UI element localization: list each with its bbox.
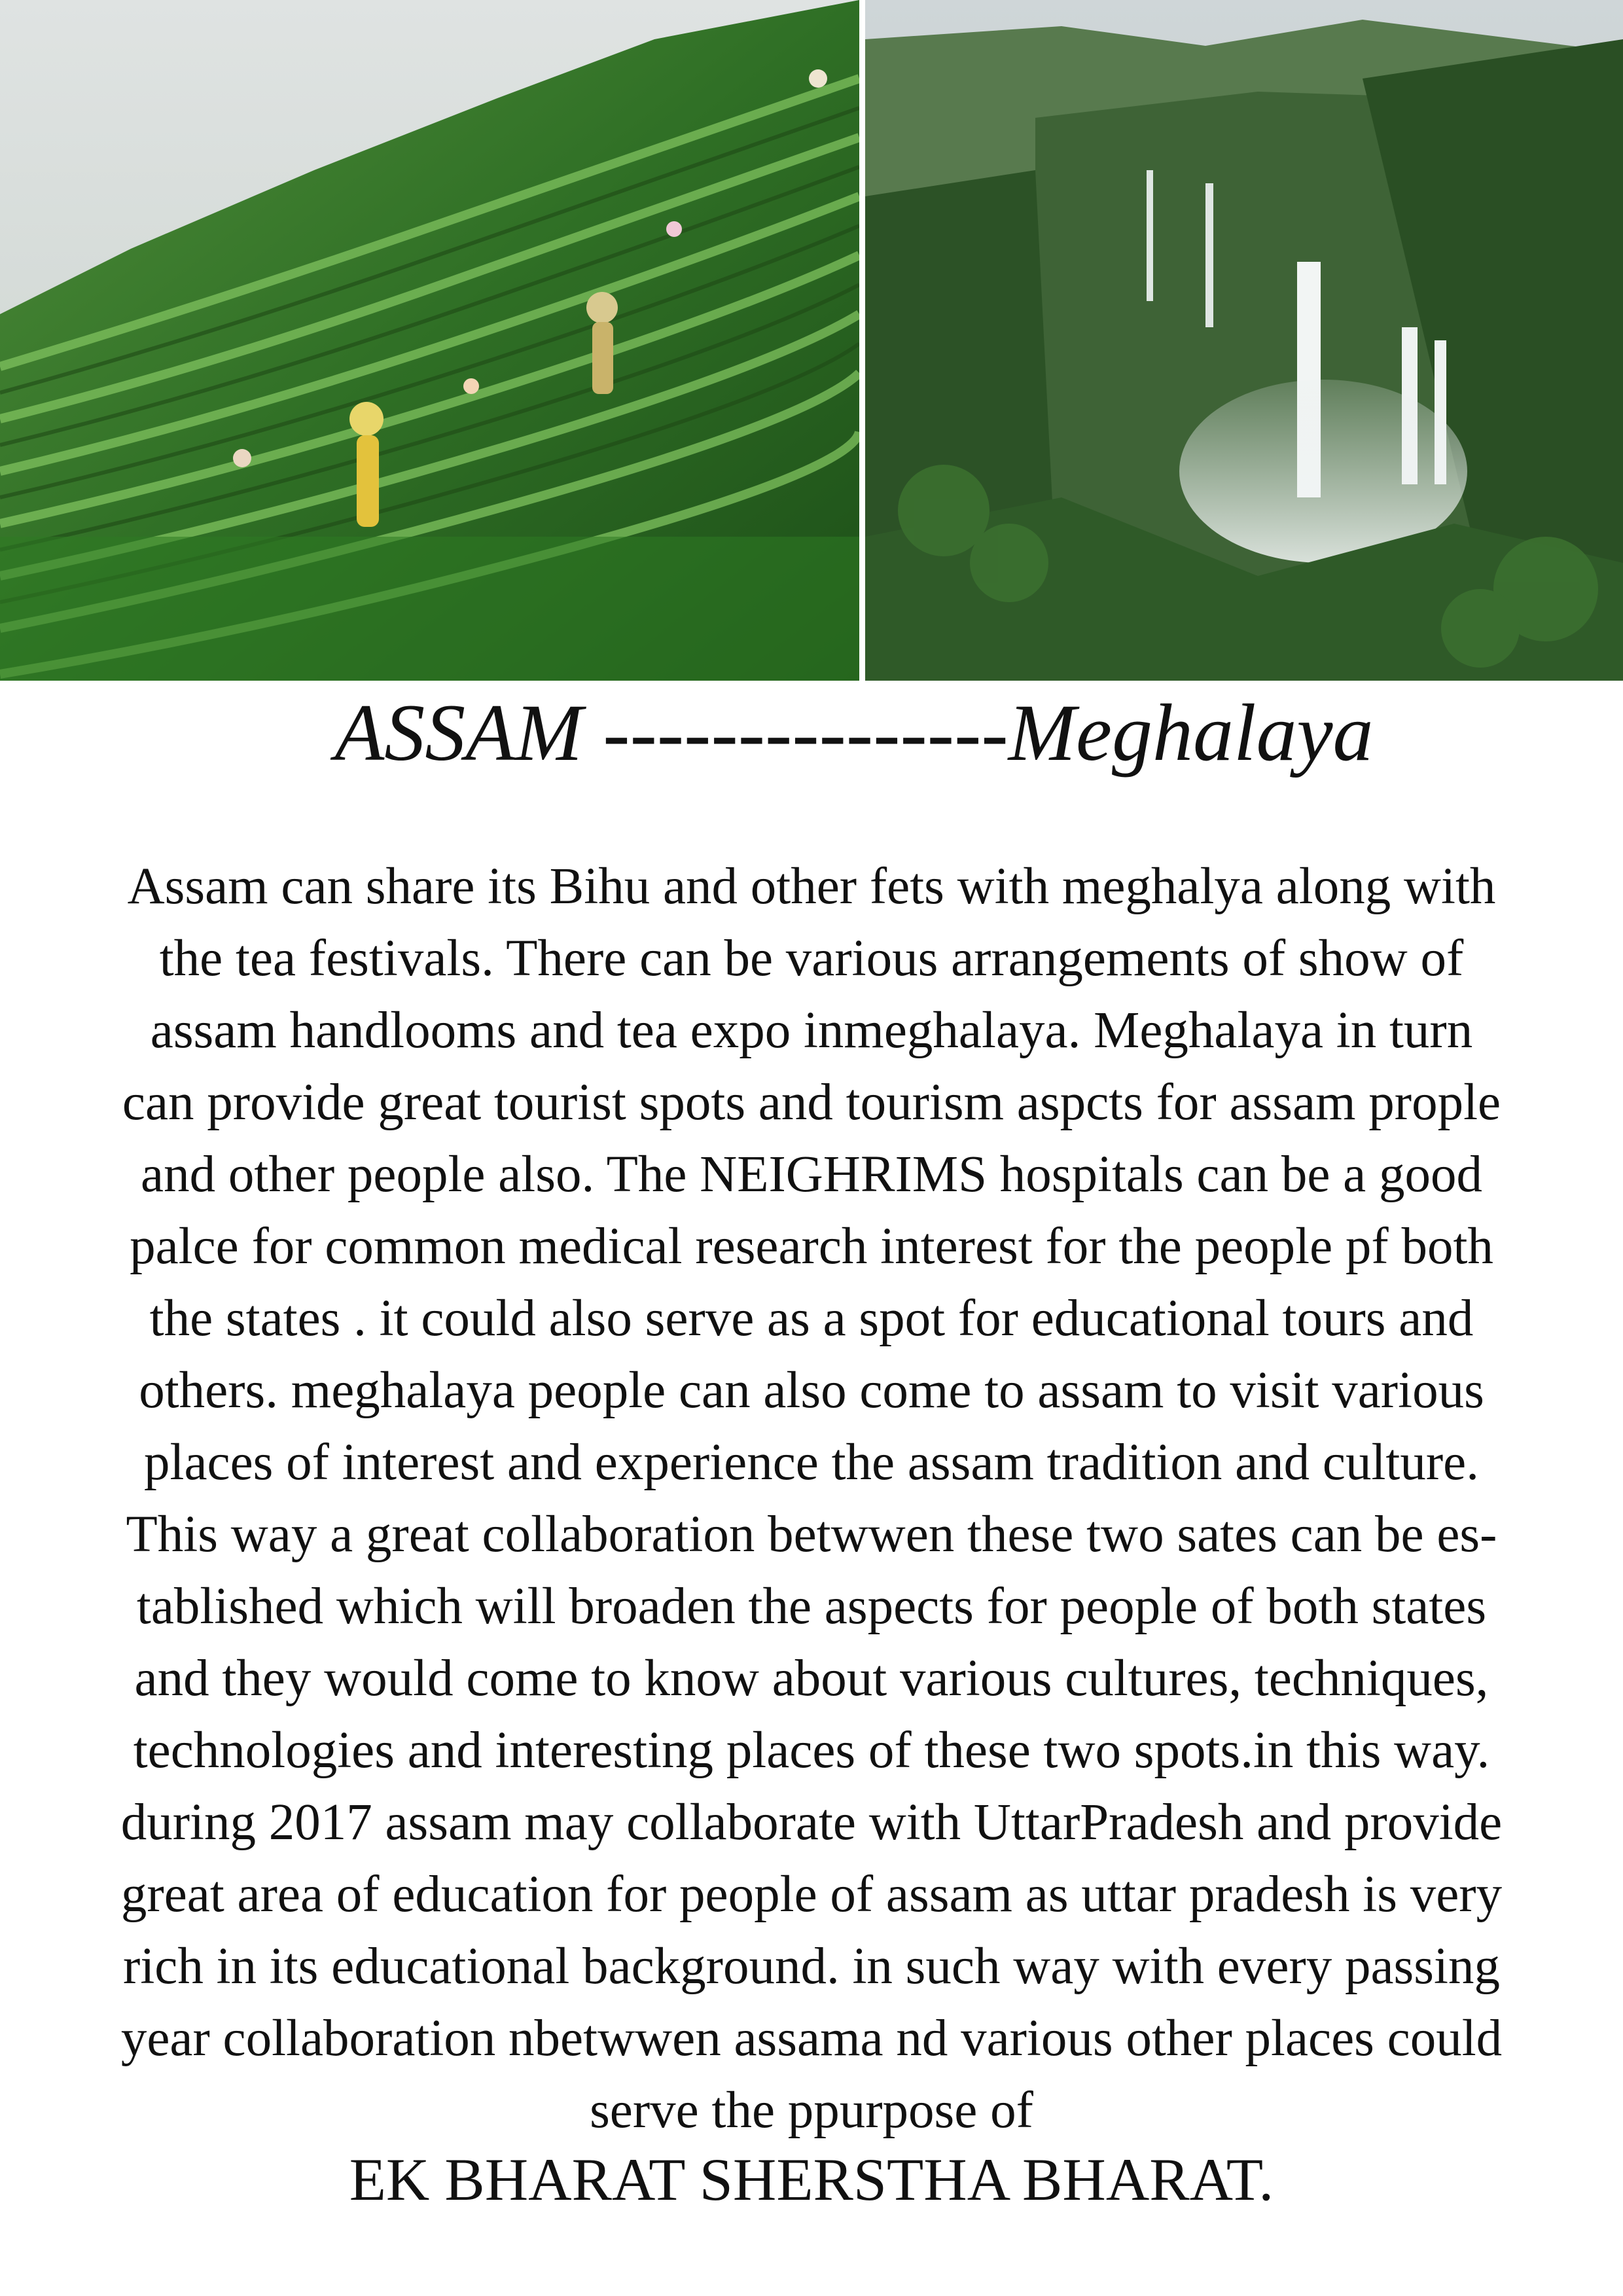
- waterfall-photo: [865, 0, 1623, 681]
- body-line: This way a great collaboration betwwen these two sates can be es-: [126, 1506, 1497, 1563]
- body-line: others. meghalaya people can also come to assam to visit various: [139, 1362, 1484, 1419]
- waterfall-illustration: [865, 0, 1623, 681]
- body-line: rich in its educational background. in such way with every passing: [123, 1938, 1500, 1995]
- body-line: technologies and interesting places of these two spots.in this way.: [133, 1722, 1490, 1779]
- body-line: places of interest and experience the assam tradition and culture.: [144, 1434, 1479, 1491]
- page-heading: ASSAM ---------------Meghalaya: [334, 688, 1374, 778]
- tea-plantation-illustration: [0, 0, 859, 681]
- closing-motto: EK BHARAT SHERSTHA BHARAT.: [349, 2146, 1274, 2213]
- body-line: palce for common medical research interest for the people pf both: [130, 1218, 1493, 1275]
- body-line: serve the ppurpose of: [590, 2082, 1033, 2139]
- body-line: year collaboration nbetwwen assama nd various other places could: [120, 2010, 1503, 2067]
- body-line: assam handlooms and tea expo inmeghalaya. Meghalaya in turn: [150, 1002, 1473, 1059]
- body-line: and other people also. The NEIGHRIMS hospitals can be a good: [141, 1146, 1482, 1203]
- body-line: the tea festivals. There can be various arrangements of show of: [159, 930, 1464, 987]
- body-line: and they would come to know about various cultures, techniques,: [134, 1650, 1489, 1707]
- body-line: tablished which will broaden the aspects for people of both states: [136, 1578, 1487, 1635]
- body-line: can provide great tourist spots and tourism aspcts for assam prople: [122, 1074, 1501, 1131]
- body-line: during 2017 assam may collaborate with UttarPradesh and provide: [120, 1794, 1503, 1851]
- body-line: great area of education for people of assam as uttar pradesh is very: [120, 1866, 1503, 1923]
- body-line: Assam can share its Bihu and other fets with meghalya along with: [127, 858, 1496, 915]
- body-paragraph: [9, 851, 1614, 2147]
- tea-plantation-photo: [0, 0, 859, 681]
- body-line: the states . it could also serve as a spot for educational tours and: [149, 1290, 1474, 1347]
